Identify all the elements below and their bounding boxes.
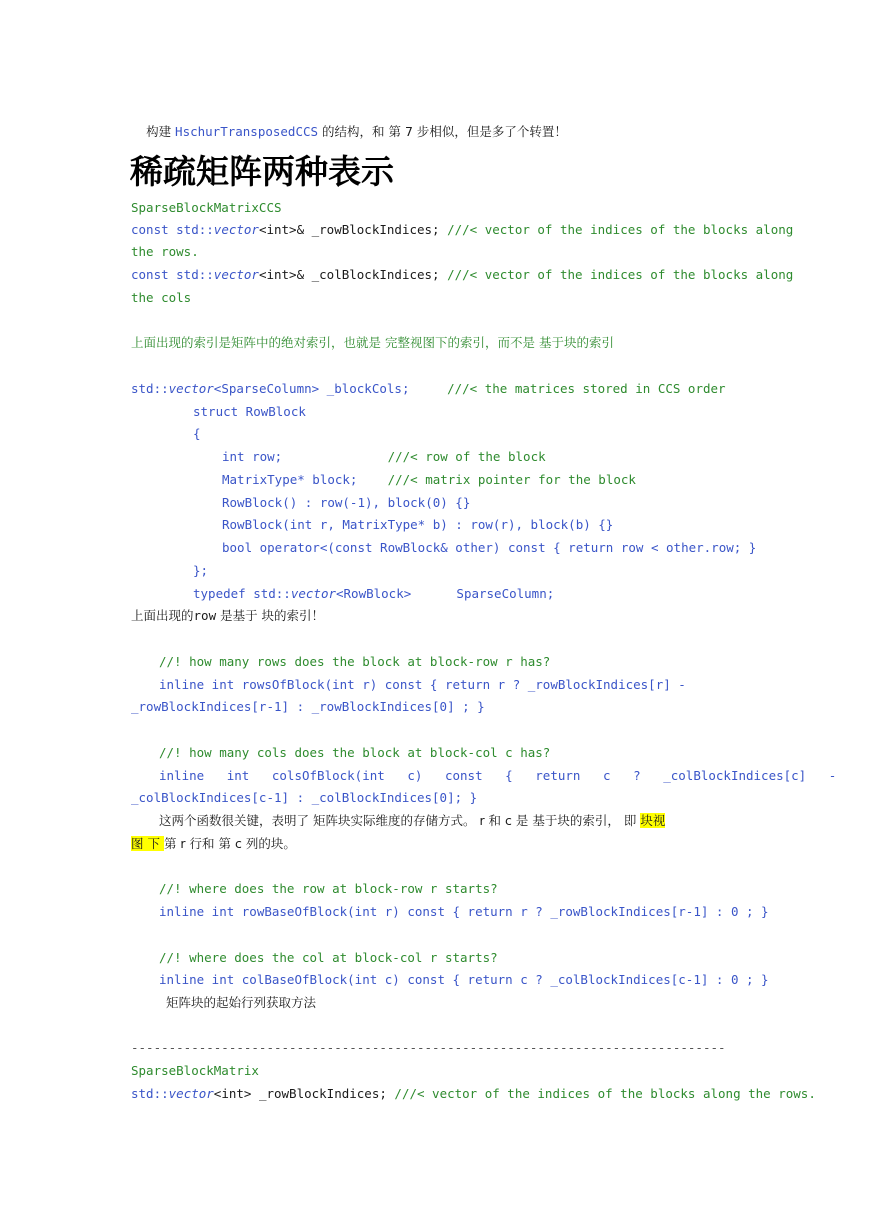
cols-of-block-wrap: _colBlockIndices[c-1] : _colBlockIndices[0]; } <box>131 790 478 805</box>
rows-of-block: inline int rowsOfBlock(int r) const { return r ? _rowBlockIndices[r] - <box>159 677 686 692</box>
note-row-b: 是基于 块的索引！ <box>216 608 325 623</box>
row-base-of-block: inline int rowBaseOfBlock(int r) const { return r ? _rowBlockIndices[r-1] : 0 ; } <box>159 904 769 919</box>
sbm-decl-c: ///< vector of the indices of the blocks along the rows. <box>386 1086 816 1101</box>
comment-rowbase: //! where does the row at block-row r starts? <box>159 881 498 896</box>
row-decl-b: <int>& _rowBlockIndices; <box>258 222 440 237</box>
note-key-highlight: 块视 <box>640 813 666 828</box>
col-base-of-block: inline int colBaseOfBlock(int c) const { return c ? _colBlockIndices[c-1] : 0 ; } <box>159 972 769 987</box>
row-decl-c: ///< vector of the indices of the blocks along <box>439 222 794 237</box>
page-heading: 稀疏矩阵两种表示 <box>130 152 394 191</box>
intro-post: 的结构，和 第 7 步相似，但是多了个转置！ <box>318 124 567 139</box>
ctor-args: RowBlock(int r, MatrixType* b) : row(r), block(b) {} <box>222 517 614 532</box>
note-absolute-index: 上面出现的索引是矩阵中的绝对索引，也就是 完整视图下的索引，而不是 基于块的索引 <box>131 335 614 350</box>
cols-of-block: inline int colsOfBlock(int c) const { return c ? _colBlockIndices[c] - <box>159 768 837 783</box>
typedef-a: typedef std:: <box>193 586 291 601</box>
note-row-code: row <box>193 608 217 623</box>
note-key-highlight2: 图 下 <box>131 836 164 851</box>
struct-line: struct RowBlock <box>193 404 306 419</box>
field-block-c: ///< matrix pointer for the block <box>357 472 636 487</box>
comment-rows: //! how many rows does the block at block-row r has? <box>159 654 551 669</box>
ccs-title: SparseBlockMatrixCCS <box>131 200 282 215</box>
row-decl-vec: vector <box>213 222 259 237</box>
ctor-default: RowBlock() : row(-1), block(0) {} <box>222 495 471 510</box>
typedef-line <box>193 586 554 602</box>
typedef-vec: vector <box>290 586 336 601</box>
note-row-index <box>131 608 324 624</box>
note-key-functions <box>159 813 665 829</box>
field-row <box>222 449 546 465</box>
field-row-c: ///< row of the block <box>282 449 546 464</box>
row-decl-wrap: the rows. <box>131 244 199 259</box>
typedef-b: <RowBlock> <box>336 586 412 601</box>
note-key-a: 这两个函数很关键，表明了 矩阵块实际维度的存储方式。 r 和 c 是 基于块的索引， 即 <box>159 813 641 828</box>
col-decl-b: <int>& _colBlockIndices; <box>258 267 440 282</box>
rows-of-block-wrap: _rowBlockIndices[r-1] : _rowBlockIndices[0] ; } <box>131 699 485 714</box>
field-row-a: int row; <box>222 449 283 464</box>
separator: ------------------------------------------------------------------------------- <box>131 1040 726 1055</box>
field-block <box>222 472 636 488</box>
typedef-c: SparseColumn; <box>411 586 555 601</box>
intro-code: HschurTransposedCCS <box>175 124 319 139</box>
intro-line <box>131 108 567 140</box>
row-decl <box>131 222 793 238</box>
note-key-wrap <box>131 836 296 852</box>
sbm-decl-vec: vector <box>168 1086 214 1101</box>
blockcols-decl <box>131 381 726 397</box>
comment-cols: //! how many cols does the block at block-col c has? <box>159 745 551 760</box>
brace-close: }; <box>193 563 209 578</box>
blockcols-vec: vector <box>168 381 214 396</box>
blockcols-c: ///< the matrices stored in CCS order <box>409 381 726 396</box>
col-decl-vec: vector <box>213 267 259 282</box>
sbm-decl <box>131 1086 816 1102</box>
field-block-a: MatrixType* block; <box>222 472 358 487</box>
note-base: 矩阵块的起始行列获取方法 <box>166 995 317 1010</box>
sbm-title: SparseBlockMatrix <box>131 1063 259 1078</box>
note-row-a: 上面出现的 <box>131 608 194 623</box>
sbm-decl-a: std:: <box>131 1086 169 1101</box>
blockcols-a: std:: <box>131 381 169 396</box>
comment-colbase: //! where does the col at block-col r starts? <box>159 950 498 965</box>
row-decl-a: const std:: <box>131 222 214 237</box>
brace-open: { <box>193 426 201 441</box>
col-decl <box>131 267 793 283</box>
operator-less: bool operator<(const RowBlock& other) const { return row < other.row; } <box>222 540 757 555</box>
sbm-decl-b: <int> _rowBlockIndices; <box>213 1086 387 1101</box>
blockcols-b: <SparseColumn> _blockCols; <box>213 381 410 396</box>
note-key-b: 第 r 行和 第 c 列的块。 <box>163 836 296 851</box>
col-decl-a: const std:: <box>131 267 214 282</box>
col-decl-c: ///< vector of the indices of the blocks along <box>439 267 794 282</box>
col-decl-wrap: the cols <box>131 290 192 305</box>
intro-pre: 构建 <box>146 124 176 139</box>
